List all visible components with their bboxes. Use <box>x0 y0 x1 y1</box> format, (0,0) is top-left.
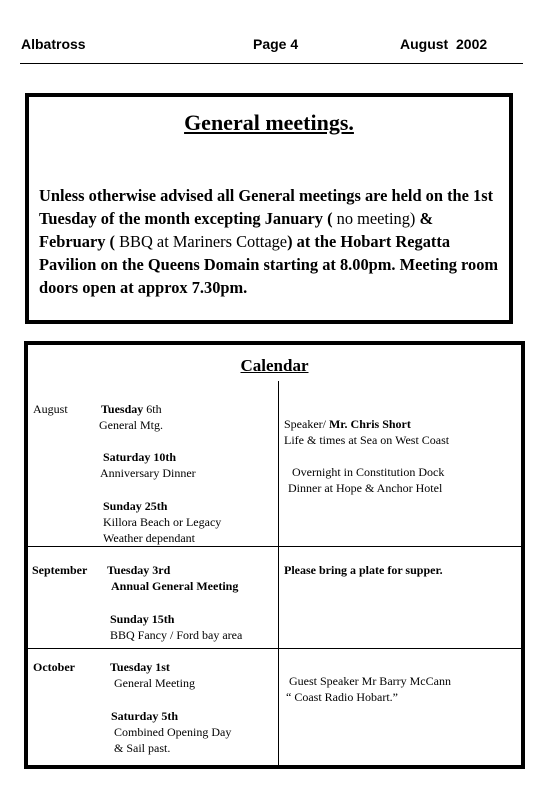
gm-text-part-3: & February ( <box>39 209 434 251</box>
event-day: Saturday 10th <box>103 450 177 464</box>
publication-name: Albatross <box>21 36 86 52</box>
event-note: Guest Speaker Mr Barry McCann <box>289 674 451 688</box>
event-desc: & Sail past. <box>114 741 171 755</box>
event-desc: General Mtg. <box>99 418 163 432</box>
note-prefix: Speaker/ <box>284 417 326 431</box>
event-day: Tuesday 1st <box>110 660 170 674</box>
event-note: Please bring a plate for supper. <box>284 563 443 577</box>
event-desc: Killora Beach or Legacy <box>103 515 222 529</box>
event-note: Life & times at Sea on West Coast <box>284 433 450 447</box>
calendar-box <box>24 341 525 769</box>
event-desc: Anniversary Dinner <box>100 466 196 480</box>
event-day: Saturday 5th <box>111 709 179 723</box>
calendar-column-divider <box>278 381 279 765</box>
month-september: September <box>32 563 88 577</box>
month-august: August <box>33 402 68 416</box>
month-october: October <box>33 660 75 674</box>
event-note: “ Coast Radio Hobart.” <box>286 690 398 704</box>
general-meetings-text <box>39 184 499 299</box>
event-day: Sunday 15th <box>110 612 175 626</box>
gm-text-part-1: Unless otherwise advised all General meetings are held on the 1st Tuesday of the month excepting January ( <box>39 186 494 228</box>
general-meetings-title: General meetings. <box>184 110 354 135</box>
event-day: Sunday 25th <box>103 499 168 513</box>
event-desc: Annual General Meeting <box>111 579 239 593</box>
issue-date: August 2002 <box>400 36 488 52</box>
gm-text-part-2: no meeting) <box>332 209 416 228</box>
gm-text-part-5: ) at the Hobart Regatta Pavilion on the Queens Domain starting at 8.00pm. Meeting room doors open at approx 7.30pm. <box>39 232 499 297</box>
event-day: Tuesday 3rd <box>107 563 171 577</box>
event-day-date: 6th <box>143 402 162 416</box>
gm-text-part-4: BBQ at Mariners Cottage <box>115 232 288 251</box>
calendar-title: Calendar <box>240 356 309 375</box>
event-desc: BBQ Fancy / Ford bay area <box>110 628 243 642</box>
header-rule <box>20 63 523 64</box>
speaker-name: Mr. Chris Short <box>325 417 411 431</box>
event-day <box>101 401 162 417</box>
calendar-row-divider <box>28 648 521 649</box>
page-number: Page 4 <box>253 36 299 52</box>
event-note: Overnight in Constitution Dock <box>292 465 445 479</box>
event-desc: Combined Opening Day <box>114 725 232 739</box>
event-desc: Weather dependant <box>103 531 195 545</box>
general-meetings-box <box>25 93 513 324</box>
event-desc: General Meeting <box>114 676 195 690</box>
calendar-row-divider <box>28 546 521 547</box>
event-day-label: Tuesday <box>101 402 144 416</box>
event-note: Dinner at Hope & Anchor Hotel <box>288 481 443 495</box>
event-note <box>284 416 411 432</box>
